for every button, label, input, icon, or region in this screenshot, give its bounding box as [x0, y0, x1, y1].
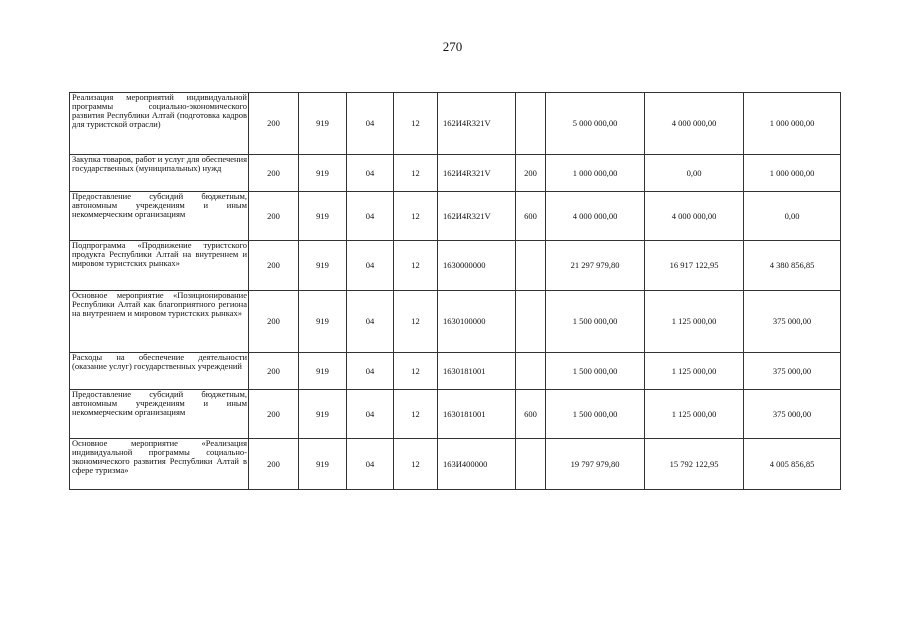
row-name: Предоставление субсидий бюджетным, автономным учреждениям и иным некоммерческим организациям — [70, 390, 249, 439]
row-expense-type — [516, 353, 546, 390]
row-target-code: 1630100000 — [438, 291, 516, 353]
row-col-3: 04 — [347, 192, 394, 241]
row-sum-3: 375 000,00 — [744, 291, 841, 353]
table-row — [70, 93, 841, 155]
row-sum-1: 4 000 000,00 — [546, 192, 645, 241]
row-sum-3: 375 000,00 — [744, 390, 841, 439]
row-col-4: 12 — [394, 241, 438, 291]
row-expense-type — [516, 93, 546, 155]
row-col-1: 200 — [249, 241, 299, 291]
table-row — [70, 390, 841, 439]
row-expense-type: 200 — [516, 155, 546, 192]
row-col-2: 919 — [299, 353, 347, 390]
row-name: Подпрограмма «Продвижение туристского продукта Республики Алтай на внутреннем и мировом туристских рынках» — [70, 241, 249, 291]
row-col-4: 12 — [394, 155, 438, 192]
row-expense-type — [516, 291, 546, 353]
row-col-4: 12 — [394, 291, 438, 353]
row-col-2: 919 — [299, 439, 347, 490]
row-sum-1: 1 500 000,00 — [546, 390, 645, 439]
row-sum-2: 16 917 122,95 — [645, 241, 744, 291]
table-row — [70, 155, 841, 192]
row-sum-2: 15 792 122,95 — [645, 439, 744, 490]
row-name: Основное мероприятие «Позиционирование Республики Алтай как благоприятного региона на внутреннем и мировом туристских рынках» — [70, 291, 249, 353]
row-expense-type — [516, 241, 546, 291]
row-col-3: 04 — [347, 241, 394, 291]
row-sum-3: 4 005 856,85 — [744, 439, 841, 490]
row-col-1: 200 — [249, 93, 299, 155]
row-sum-3: 1 000 000,00 — [744, 155, 841, 192]
row-sum-2: 1 125 000,00 — [645, 353, 744, 390]
row-target-code: 162И4R321V — [438, 192, 516, 241]
row-col-3: 04 — [347, 390, 394, 439]
row-sum-3: 4 380 856,85 — [744, 241, 841, 291]
row-col-4: 12 — [394, 390, 438, 439]
row-target-code: 162И4R321V — [438, 155, 516, 192]
row-col-1: 200 — [249, 155, 299, 192]
row-sum-1: 1 500 000,00 — [546, 353, 645, 390]
row-col-2: 919 — [299, 291, 347, 353]
row-sum-1: 1 000 000,00 — [546, 155, 645, 192]
row-sum-2: 4 000 000,00 — [645, 93, 744, 155]
row-name: Основное мероприятие «Реализация индивидуальной программы социально-экономического развития Республики Алтай в сфере туризма» — [70, 439, 249, 490]
row-sum-2: 1 125 000,00 — [645, 291, 744, 353]
row-sum-1: 5 000 000,00 — [546, 93, 645, 155]
row-col-4: 12 — [394, 353, 438, 390]
row-col-1: 200 — [249, 192, 299, 241]
row-target-code: 1630181001 — [438, 353, 516, 390]
row-sum-2: 1 125 000,00 — [645, 390, 744, 439]
row-col-1: 200 — [249, 390, 299, 439]
row-target-code: 163И400000 — [438, 439, 516, 490]
row-col-2: 919 — [299, 155, 347, 192]
row-expense-type: 600 — [516, 192, 546, 241]
row-expense-type: 600 — [516, 390, 546, 439]
row-col-3: 04 — [347, 291, 394, 353]
row-target-code: 1630181001 — [438, 390, 516, 439]
table-row — [70, 192, 841, 241]
table-row — [70, 291, 841, 353]
row-col-1: 200 — [249, 353, 299, 390]
table-row — [70, 353, 841, 390]
row-sum-1: 21 297 979,80 — [546, 241, 645, 291]
row-col-3: 04 — [347, 353, 394, 390]
row-col-4: 12 — [394, 93, 438, 155]
row-col-2: 919 — [299, 192, 347, 241]
row-sum-3: 1 000 000,00 — [744, 93, 841, 155]
row-sum-1: 1 500 000,00 — [546, 291, 645, 353]
row-col-3: 04 — [347, 439, 394, 490]
row-sum-2: 0,00 — [645, 155, 744, 192]
page-number: 270 — [442, 39, 463, 54]
row-col-4: 12 — [394, 192, 438, 241]
row-target-code: 1630000000 — [438, 241, 516, 291]
row-sum-3: 0,00 — [744, 192, 841, 241]
table-row — [70, 439, 841, 490]
row-target-code: 162И4R321V — [438, 93, 516, 155]
row-col-2: 919 — [299, 93, 347, 155]
row-col-2: 919 — [299, 390, 347, 439]
row-col-3: 04 — [347, 155, 394, 192]
row-sum-2: 4 000 000,00 — [645, 192, 744, 241]
row-col-4: 12 — [394, 439, 438, 490]
row-sum-1: 19 797 979,80 — [546, 439, 645, 490]
row-name: Закупка товаров, работ и услуг для обеспечения государственных (муниципальных) нужд — [70, 155, 249, 192]
row-expense-type — [516, 439, 546, 490]
table-row — [70, 241, 841, 291]
row-name: Реализация мероприятий индивидуальной программы социально-экономического развития Республики Алтай (подготовка кадров для туристской отрасли) — [70, 93, 249, 155]
row-col-3: 04 — [347, 93, 394, 155]
row-name: Предоставление субсидий бюджетным, автономным учреждениям и иным некоммерческим организациям — [70, 192, 249, 241]
row-col-2: 919 — [299, 241, 347, 291]
row-col-1: 200 — [249, 439, 299, 490]
row-col-1: 200 — [249, 291, 299, 353]
row-sum-3: 375 000,00 — [744, 353, 841, 390]
budget-table — [69, 92, 841, 490]
row-name: Расходы на обеспечение деятельности (оказание услуг) государственных учреждений — [70, 353, 249, 390]
